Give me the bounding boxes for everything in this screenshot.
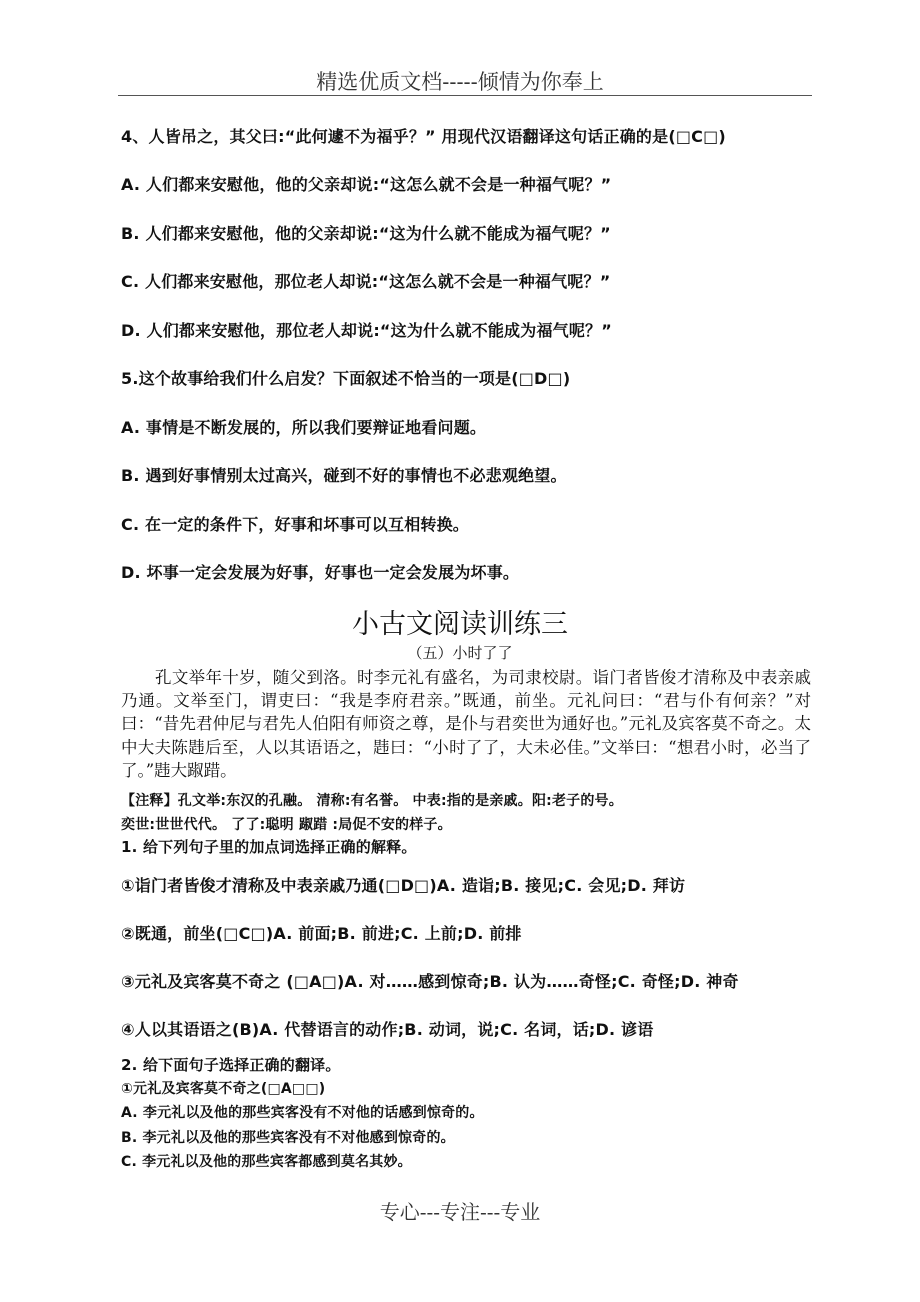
q5-option-c: C. 在一定的条件下，好事和坏事可以互相转换。 — [121, 515, 469, 534]
q5-option-a: A. 事情是不断发展的，所以我们要辩证地看问题。 — [121, 418, 487, 437]
q4-question: 4、人皆吊之，其父曰:“此何遽不为福乎？” 用现代汉语翻译这句话正确的是(□C□) — [121, 127, 726, 146]
q5-question: 5.这个故事给我们什么启发？下面叙述不恰当的一项是(□D□) — [121, 369, 571, 388]
q1-question: 1. 给下列句子里的加点词选择正确的解释。 — [121, 838, 417, 856]
q2-sub: ①元礼及宾客莫不奇之(□A□□) — [121, 1081, 326, 1097]
q1-item-3: ③元礼及宾客莫不奇之 (□A□)A. 对……感到惊奇;B. 认为……奇怪;C. 奇怪;D. 神奇 — [121, 972, 739, 991]
q5-option-b: B. 遇到好事情别太过高兴，碰到不好的事情也不必悲观绝望。 — [121, 466, 567, 485]
q1-item-4: ④人以其语语之(B)A. 代替语言的动作;B. 动词，说;C. 名词，话;D. 谚语 — [121, 1020, 654, 1039]
q4-option-d: D. 人们都来安慰他，那位老人却说:“这为什么就不能成为福气呢？” — [121, 321, 612, 340]
q4-option-c: C. 人们都来安慰他，那位老人却说:“这怎么就不会是一种福气呢？” — [121, 272, 611, 291]
header-rule — [118, 95, 812, 96]
page-footer: 专心---专注---专业 — [379, 1200, 541, 1224]
q2-question: 2. 给下面句子选择正确的翻译。 — [121, 1056, 341, 1074]
q2-option-a: A. 李元礼以及他的那些宾客没有不对他的话感到惊奇的。 — [121, 1105, 484, 1121]
q2-option-b: B. 李元礼以及他的那些宾客没有不对他感到惊奇的。 — [121, 1130, 455, 1146]
section-title: 小古文阅读训练三 — [352, 609, 568, 640]
q1-item-2: ②既通，前坐(□C□)A. 前面;B. 前进;C. 上前;D. 前排 — [121, 924, 522, 943]
q4-option-b: B. 人们都来安慰他，他的父亲却说:“这为什么就不能成为福气呢？” — [121, 224, 611, 243]
notes-line-2: 奕世:世世代代。 了了:聪明 踧踖 :局促不安的样子。 — [121, 817, 452, 833]
page-header: 精选优质文档-----倾情为你奉上 — [316, 70, 604, 94]
q4-option-a: A. 人们都来安慰他，他的父亲却说:“这怎么就不会是一种福气呢？” — [121, 175, 612, 194]
q1-item-1: ①诣门者皆俊才清称及中表亲戚乃通(□D□)A. 造诣;B. 接见;C. 会见;D. 拜访 — [121, 876, 686, 895]
q2-option-c: C. 李元礼以及他的那些宾客都感到莫名其妙。 — [121, 1154, 412, 1170]
section-subtitle: （五）小时了了 — [407, 644, 513, 662]
q5-option-d: D. 坏事一定会发展为好事，好事也一定会发展为坏事。 — [121, 563, 520, 582]
notes-line-1: 【注释】孔文举:东汉的孔融。 清称:有名誉。 中表:指的是亲戚。阳:老子的号。 — [121, 793, 623, 809]
passage: 孔文举年十岁，随父到洛。时李元礼有盛名，为司隶校尉。诣门者皆俊才清称及中表亲戚乃通。文举至门，谓吏曰：“我是李府君亲。”既通，前坐。元礼问曰：“君与仆有何亲？”对曰：“昔先君仲尼与君先人伯阳有师资之尊，是仆与君奕世为通好也。”元礼及宾客莫不奇之。太中大夫陈韪后至，人以其语语之，韪曰：“小时了了，大未必佳。”文举曰：“想君小时，必当了了。”韪大踧踖。 — [121, 668, 811, 780]
